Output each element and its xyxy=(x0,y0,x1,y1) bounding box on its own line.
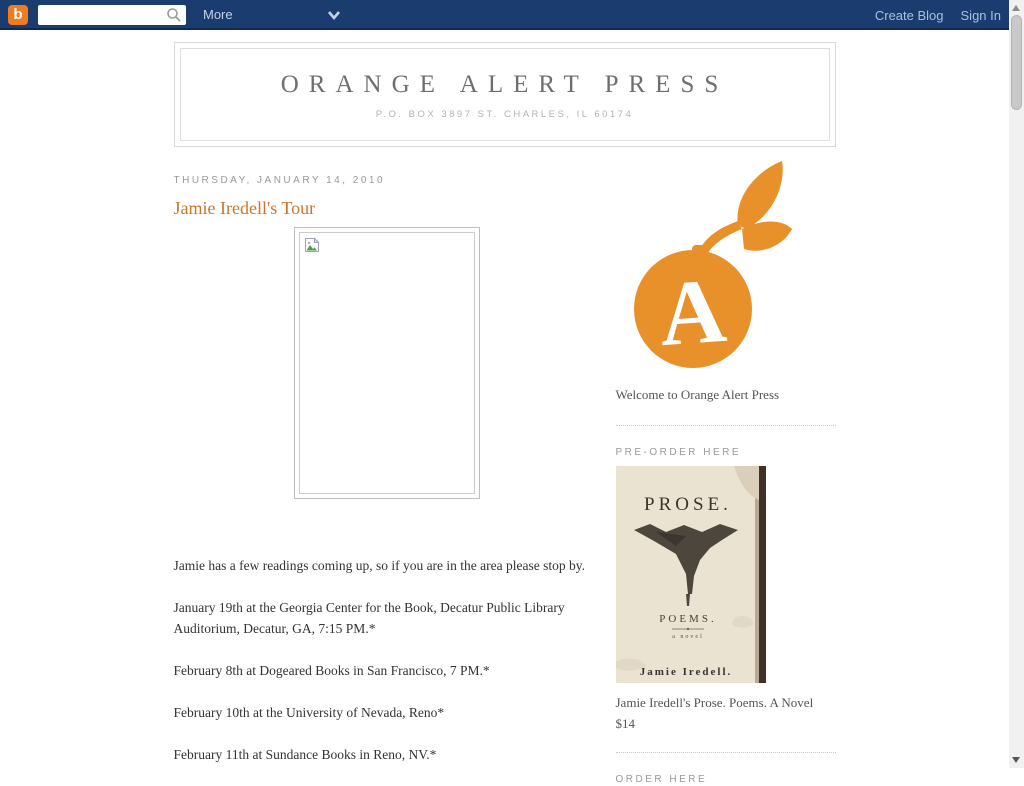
sidebar-divider xyxy=(616,752,836,753)
navbar-links xyxy=(875,0,1001,30)
scroll-up-arrow[interactable] xyxy=(1012,5,1020,11)
post-paragraph: February 11th at Sundance Books in Reno, NV.* xyxy=(173,747,437,762)
svg-text:PROSE.: PROSE. xyxy=(643,494,732,515)
post-paragraph: February 10th at the University of Nevada, Reno* xyxy=(173,705,445,720)
order-section-title: ORDER HERE xyxy=(615,774,708,785)
preorder-section-title: PRE-ORDER HERE xyxy=(615,447,742,458)
svg-text:POEMS.: POEMS. xyxy=(658,613,717,625)
search-input[interactable] xyxy=(38,5,186,25)
scroll-down-arrow[interactable] xyxy=(1012,757,1020,763)
post-date: THURSDAY, JANUARY 14, 2010 xyxy=(173,175,386,186)
post-paragraph: January 19th at the Georgia Center for the Book, Decatur Public Library Auditorium, Decatur, GA, 7:15 PM.* xyxy=(173,600,565,636)
book-price: $14 xyxy=(615,716,635,731)
orange-alert-logo xyxy=(616,157,791,377)
blog-title: ORANGE ALERT PRESS xyxy=(280,71,729,98)
blog-header xyxy=(174,42,836,147)
blogger-logo-icon[interactable]: b xyxy=(8,5,28,25)
sidebar-divider xyxy=(616,425,836,426)
broken-image-placeholder xyxy=(299,232,475,494)
vertical-scrollbar[interactable] xyxy=(1009,0,1024,768)
search-icon[interactable] xyxy=(166,7,182,23)
blog-header-inner xyxy=(180,48,830,141)
create-blog-link[interactable]: Create Blog xyxy=(874,7,944,23)
page-body xyxy=(0,32,1009,786)
svg-text:Jamie Iredell.: Jamie Iredell. xyxy=(639,666,732,678)
book-cover-link[interactable] xyxy=(616,466,766,683)
book-caption: Jamie Iredell's Prose. Poems. A Novel xyxy=(615,695,814,710)
post-paragraph: Jamie has a few readings coming up, so if you are in the area please stop by. xyxy=(173,558,585,573)
post-body xyxy=(174,555,600,765)
post-image-link[interactable] xyxy=(294,227,480,499)
more-menu[interactable]: More xyxy=(203,7,233,22)
post-paragraph: February 8th at Dogeared Books in San Francisco, 7 PM.* xyxy=(173,663,490,678)
blog-subtitle: P.O. BOX 3897 ST. CHARLES, IL 60174 xyxy=(375,109,634,120)
broken-image-icon xyxy=(304,237,320,253)
content-wrapper xyxy=(174,42,836,786)
post-title-link[interactable]: Jamie Iredell's Tour xyxy=(173,198,316,218)
svg-text:a novel: a novel xyxy=(671,634,704,640)
sign-in-link[interactable]: Sign In xyxy=(960,7,1001,23)
main-column xyxy=(174,157,600,786)
blogger-navbar xyxy=(0,0,1009,30)
scrollbar-thumb[interactable] xyxy=(1011,15,1022,110)
logo-caption: Welcome to Orange Alert Press xyxy=(615,387,780,402)
chevron-down-icon[interactable] xyxy=(327,9,341,21)
logo-letter: A xyxy=(655,258,729,366)
sidebar xyxy=(616,157,836,786)
